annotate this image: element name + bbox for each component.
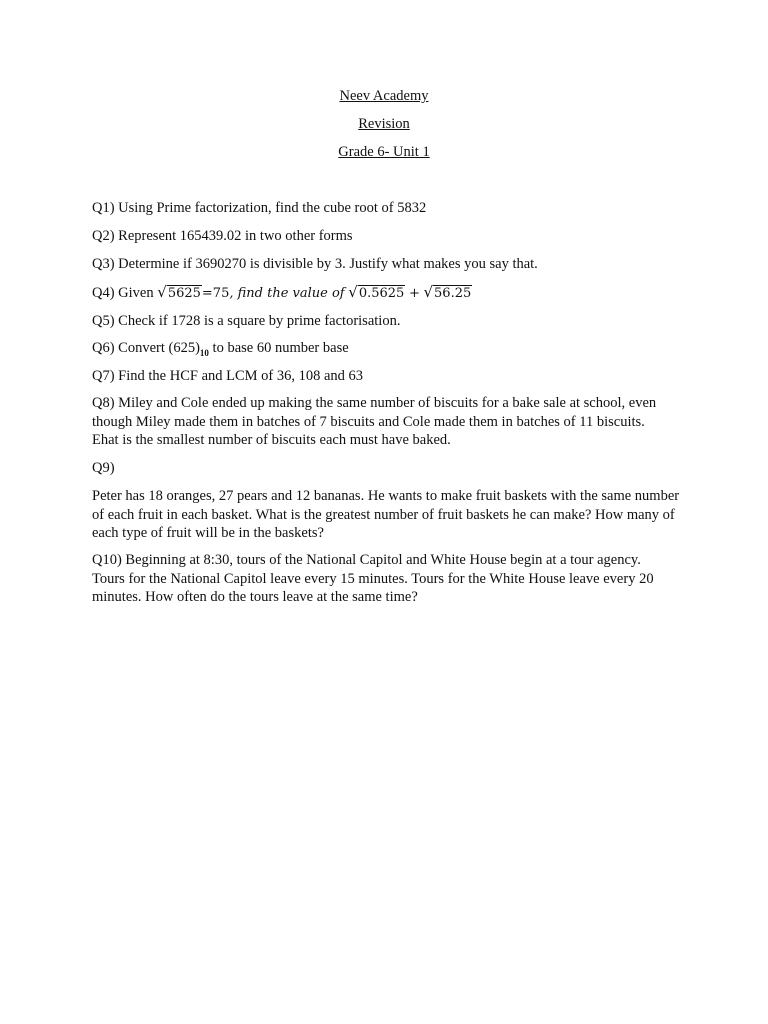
grade-unit: Grade 6- Unit 1	[338, 144, 430, 160]
question-9: Peter has 18 oranges, 27 pears and 12 bananas. He wants to make fruit baskets with the same number of each fruit in each basket. What is the greatest number of fruit baskets he can make? How many of each type of fruit will be in the baskets?	[92, 488, 680, 541]
question-4	[92, 283, 682, 304]
base-subscript: 10	[199, 347, 209, 358]
question-7: Q7) Find the HCF and LCM of 36, 108 and 63	[92, 368, 364, 384]
school-name: Neev Academy	[339, 88, 429, 104]
question-4-text: , find the value of	[229, 286, 345, 301]
worksheet-title: Revision	[358, 116, 410, 132]
radicand-3: 56.25	[434, 286, 472, 301]
question-9-label: Q9)	[92, 460, 115, 476]
question-8: Q8) Miley and Cole ended up making the same number of biscuits for a bake sale at school, even though Miley made them in batches of 7 biscuits and Cole made them in batches of 11 biscuits. Ehat is the smallest number of biscuits each must have baked.	[92, 395, 657, 448]
question-6-prefix: Q6) Convert (625)	[92, 340, 200, 356]
question-6	[92, 339, 682, 362]
question-5: Q5) Check if 1728 is a square by prime factorisation.	[92, 313, 401, 329]
question-2: Q2) Represent 165439.02 in two other forms	[92, 228, 353, 244]
question-3: Q3) Determine if 3690270 is divisible by 3. Justify what makes you say that.	[92, 256, 538, 272]
equals-value: =75	[201, 286, 230, 301]
radicand-2: 0.5625	[358, 286, 405, 301]
question-1: Q1) Using Prime factorization, find the cube root of 5832	[92, 200, 427, 216]
question-10: Q10) Beginning at 8:30, tours of the National Capitol and White House begin at a tour agency. Tours for the National Capitol leave every 15 minutes. Tours for the White House leave every 20 minutes. How often do the tours leave at the same time?	[92, 552, 654, 605]
sqrt-expression-2: √0.5625	[348, 283, 405, 301]
sqrt-expression-3: √56.25	[423, 283, 472, 301]
question-6-suffix: to base 60 number base	[208, 340, 349, 356]
question-4-prefix: Q4) Given	[92, 285, 154, 301]
sqrt-expression-1: √5625	[157, 283, 201, 301]
radicand-1: 5625	[167, 286, 201, 301]
plus-sign: +	[408, 286, 420, 301]
